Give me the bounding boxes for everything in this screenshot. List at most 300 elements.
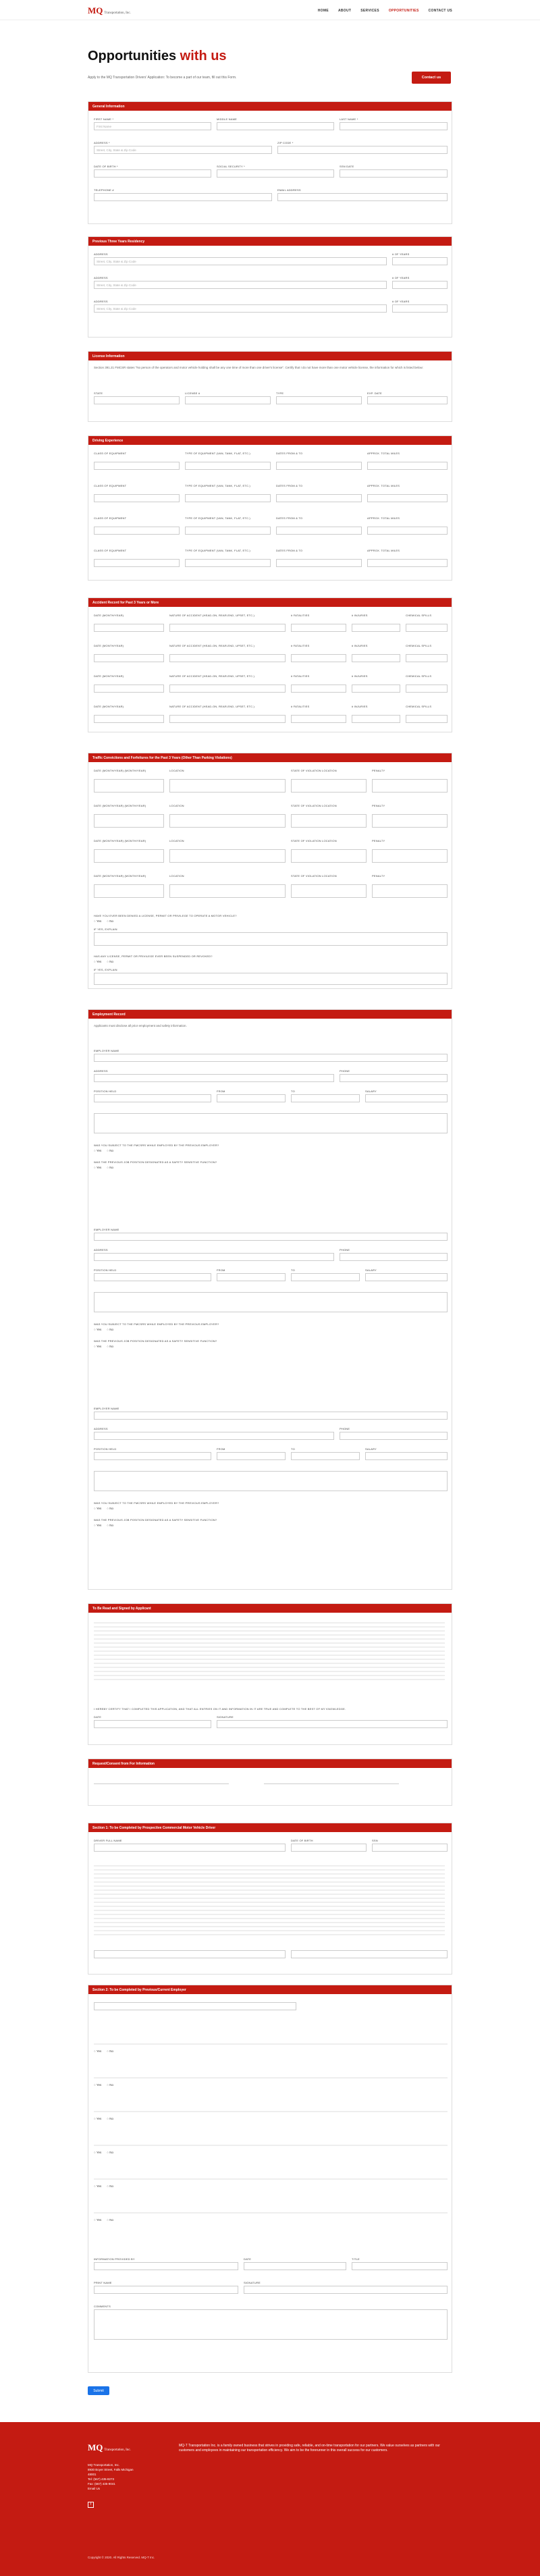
part2-applicant-input[interactable] xyxy=(94,2002,296,2010)
signature-input[interactable] xyxy=(217,1720,448,1728)
violation-input-r0-c2[interactable] xyxy=(291,779,367,793)
logo-suffix: Transportation, Inc. xyxy=(104,11,131,15)
accident-label-r2-c2: # FATALITIES xyxy=(291,674,310,678)
part2-no-3[interactable]: ○ No xyxy=(107,2151,113,2154)
driving-input-r2-c1[interactable] xyxy=(185,527,271,535)
violation-input-r1-c0[interactable] xyxy=(94,814,164,828)
driving-label-r3-c1: TYPE OF EQUIPMENT (VAN, TANK, FLAT, ETC.) xyxy=(185,549,250,552)
violation-label-r3-c1: LOCATION xyxy=(169,874,184,878)
suspended-no[interactable]: ○ No xyxy=(107,960,113,963)
employer-f3-label-2: SALARY xyxy=(365,1447,377,1451)
label-sign: SIGNATURE xyxy=(217,1715,234,1719)
violation-input-r3-c3[interactable] xyxy=(372,884,448,898)
nav-services[interactable]: SERVICES xyxy=(360,9,379,13)
employer-f1-input-2[interactable] xyxy=(217,1452,286,1460)
site-footer xyxy=(0,2422,540,2576)
violation-label-r3-c0: DATE (MONTH/YEAR) (MONTH/YEAR) xyxy=(94,874,146,878)
nav-contact[interactable]: CONTACT US xyxy=(428,9,452,13)
state-input[interactable] xyxy=(94,396,180,404)
employer-phone-label-0: PHONE xyxy=(340,1069,350,1073)
section-previous-title: Previous Three Years Residency xyxy=(88,237,452,246)
page-title xyxy=(88,49,227,64)
employer-f2-input-1[interactable] xyxy=(291,1273,360,1281)
accident-label-r0-c3: # INJURIES xyxy=(352,614,368,617)
driving-input-r1-c0[interactable] xyxy=(94,494,180,502)
driving-input-r0-c2[interactable] xyxy=(276,462,362,470)
accident-input-r2-c1[interactable] xyxy=(169,685,286,693)
employer-address-input-2[interactable] xyxy=(94,1432,334,1440)
employer-name-label-1: EMPLOYER NAME xyxy=(94,1228,119,1231)
label-middle-name: MIDDLE NAME xyxy=(217,117,237,121)
employer-phone-label-1: PHONE xyxy=(340,1248,350,1252)
section-violations-title: Traffic Convictions and Forfeitures for the Past 3 Years (Other Than Parking Violations) xyxy=(88,753,452,762)
footer-copyright: Copyright © 2020. All Rights Reserved. MQ-T Inc. xyxy=(88,2556,155,2559)
accident-label-r0-c0: DATE (MONTH/YEAR) xyxy=(94,614,124,617)
section-signature xyxy=(88,1603,452,1745)
part2-yes-0[interactable]: ○ Yes xyxy=(94,2049,101,2053)
label-part2-title: TITLE xyxy=(352,2257,360,2261)
violation-input-r2-c1[interactable] xyxy=(169,849,286,863)
denied-license-radio[interactable] xyxy=(94,919,113,923)
part2-radio-2[interactable] xyxy=(94,2117,113,2120)
prev-address-2[interactable]: Street, City, State & Zip Code xyxy=(94,281,387,289)
accident-input-r0-c0[interactable] xyxy=(94,624,164,632)
part1-signature-input[interactable] xyxy=(94,1950,286,1958)
employer-f2-label-1: TO xyxy=(291,1268,295,1272)
section-accidents xyxy=(88,597,452,732)
violation-label-r1-c0: DATE (MONTH/YEAR) (MONTH/YEAR) xyxy=(94,804,146,807)
driving-label-r0-c1: TYPE OF EQUIPMENT (VAN, TANK, FLAT, ETC.) xyxy=(185,452,250,455)
label-dob: DATE OF BIRTH * xyxy=(94,165,118,168)
employer-reason-input-1[interactable] xyxy=(94,1292,448,1312)
driving-input-r1-c2[interactable] xyxy=(276,494,362,502)
license-no-input[interactable] xyxy=(185,396,271,404)
driving-label-r0-c2: DATES FROM & TO xyxy=(276,452,303,455)
part2-question-0 xyxy=(94,2041,448,2047)
accident-label-r3-c4: CHEMICAL SPILLS xyxy=(406,705,432,708)
footer-zip: 48001 xyxy=(88,2473,97,2476)
accident-label-r1-c2: # FATALITIES xyxy=(291,644,310,647)
accident-input-r1-c0[interactable] xyxy=(94,654,164,662)
part2-radio-5[interactable] xyxy=(94,2218,113,2222)
violation-label-r3-c2: STATE OF VIOLATION LOCATION xyxy=(291,874,337,878)
violation-input-r3-c1[interactable] xyxy=(169,884,286,898)
license-note: Section 391.21 FMCSR states "No person of the operators and motor vehicle holding shall be any one time of more than one driver's license". Certify that I do not have more than one motor vehicle license, the information for which is listed below: xyxy=(94,366,424,369)
label-years-3: # OF YEARS xyxy=(392,300,410,303)
employer-q1-label-1: WAS YOU SUBJECT TO THE FMCSRS WHILE EMPLOYED BY THE PREVIOUS EMPLOYER? xyxy=(94,1322,219,1326)
accident-input-r0-c3[interactable] xyxy=(352,624,400,632)
driving-label-r3-c0: CLASS OF EQUIPMENT xyxy=(94,549,127,552)
employer-q2-radio-0[interactable] xyxy=(94,1166,113,1169)
employer-f2-input-0[interactable] xyxy=(291,1094,360,1102)
section-general xyxy=(88,101,452,224)
footer-email[interactable]: Email Us xyxy=(88,2487,101,2490)
employer-f0-label-2: POSITION HELD xyxy=(94,1447,117,1451)
employer-q2-yes-0[interactable]: ○ Yes xyxy=(94,1166,101,1169)
part1-dob-input[interactable] xyxy=(291,1844,367,1852)
ssn-input[interactable] xyxy=(217,169,334,178)
employer-q1-radio-0[interactable] xyxy=(94,1149,113,1152)
accident-input-r1-c2[interactable] xyxy=(291,654,346,662)
violation-label-r2-c0: DATE (MONTH/YEAR) (MONTH/YEAR) xyxy=(94,839,146,842)
label-part1-ssn: SSN xyxy=(372,1839,378,1842)
denied-yes[interactable]: ○ Yes xyxy=(94,919,101,923)
print-name-input[interactable] xyxy=(94,2286,238,2294)
violation-label-r1-c2: STATE OF VIOLATION LOCATION xyxy=(291,804,337,807)
address-input[interactable]: Street, City, State & Zip Code xyxy=(94,146,272,154)
accident-label-r0-c4: CHEMICAL SPILLS xyxy=(406,614,432,617)
employer-f0-input-0[interactable] xyxy=(94,1094,211,1102)
driving-input-r2-c2[interactable] xyxy=(276,527,362,535)
employer-f3-input-0[interactable] xyxy=(365,1094,448,1102)
accident-label-r1-c4: CHEMICAL SPILLS xyxy=(406,644,432,647)
denied-no[interactable]: ○ No xyxy=(107,919,113,923)
part2-no-0[interactable]: ○ No xyxy=(107,2049,113,2053)
employer-q2-no-2[interactable]: ○ No xyxy=(107,1524,113,1527)
accident-label-r2-c0: DATE (MONTH/YEAR) xyxy=(94,674,124,678)
employer-phone-label-2: PHONE xyxy=(340,1427,350,1430)
label-driver-name: DRIVER FULL NAME xyxy=(94,1839,122,1842)
employer-reason-input-2[interactable] xyxy=(94,1471,448,1491)
accident-input-r3-c2[interactable] xyxy=(291,715,346,723)
employer-q2-label-2: WAS THE PREVIOUS JOB POSITION DESIGNATED AS A SAFETY SENSITIVE FUNCTION? xyxy=(94,1518,217,1522)
employer-q1-radio-1[interactable] xyxy=(94,1328,113,1331)
driving-label-r2-c2: DATES FROM & TO xyxy=(276,516,303,520)
employer-f2-input-2[interactable] xyxy=(291,1452,360,1460)
label-first-name: FIRST NAME * xyxy=(94,117,114,121)
accident-input-r1-c4[interactable] xyxy=(406,654,448,662)
employer-f1-input-1[interactable] xyxy=(217,1273,286,1281)
label-state: STATE xyxy=(94,392,103,395)
employer-q1-no-0[interactable]: ○ No xyxy=(107,1149,113,1152)
driver-name-input[interactable] xyxy=(94,1844,286,1852)
label-prev-address-1: ADDRESS xyxy=(94,252,108,256)
part1-date-input[interactable] xyxy=(291,1950,448,1958)
employer-f1-label-0: FROM xyxy=(217,1090,225,1093)
page-intro: Apply to the MQ Transportation Drivers' Application: To become a part of our team, fill out this Form. xyxy=(88,76,237,80)
employer-q1-radio-2[interactable] xyxy=(94,1507,113,1510)
part2-question-3 xyxy=(94,2143,448,2148)
nav-opportunities[interactable]: OPPORTUNITIES xyxy=(388,9,419,13)
accident-input-r3-c1[interactable] xyxy=(169,715,286,723)
label-address: ADDRESS * xyxy=(94,141,110,144)
part2-yes-4[interactable]: ○ Yes xyxy=(94,2184,101,2188)
comments-input[interactable] xyxy=(94,2309,448,2340)
accident-input-r3-c3[interactable] xyxy=(352,715,400,723)
violation-input-r0-c1[interactable] xyxy=(169,779,286,793)
driving-input-r0-c1[interactable] xyxy=(185,462,271,470)
employer-f0-label-1: POSITION HELD xyxy=(94,1268,117,1272)
label-part2-date: DATE xyxy=(244,2257,252,2261)
violation-input-r1-c1[interactable] xyxy=(169,814,286,828)
label-exp: EXP. DATE xyxy=(367,392,382,395)
terms-text xyxy=(94,1619,445,1680)
employer-f0-input-2[interactable] xyxy=(94,1452,211,1460)
driving-input-r3-c0[interactable] xyxy=(94,559,180,567)
employer-f1-label-2: FROM xyxy=(217,1447,225,1451)
violation-input-r0-c3[interactable] xyxy=(372,779,448,793)
employer-phone-input-0[interactable] xyxy=(340,1074,448,1082)
main-nav xyxy=(318,9,452,13)
telephone-input[interactable] xyxy=(94,193,272,201)
part1-terms xyxy=(94,1862,445,1937)
part2-date-input[interactable] xyxy=(244,2262,346,2270)
employer-name-label-2: EMPLOYER NAME xyxy=(94,1407,119,1410)
certify-checkbox-label[interactable]: I HEREBY CERTIFY THAT I COMPLETED THIS APPLICATION, AND THAT ALL ENTRIES ON IT AND INFORMATION IN IT ARE TRUE AND COMPLETE TO THE BEST OF MY KNOWLEDGE. xyxy=(94,1707,346,1711)
section-part2-title: Section 2: To be Completed by Previous/Current Employer xyxy=(88,1985,452,1994)
part2-radio-3[interactable] xyxy=(94,2151,113,2154)
employer-address-input-1[interactable] xyxy=(94,1253,334,1261)
part2-no-4[interactable]: ○ No xyxy=(107,2184,113,2188)
part2-radio-1[interactable] xyxy=(94,2083,113,2087)
driving-label-r1-c3: APPROX. TOTAL MILES xyxy=(367,484,400,487)
employer-f2-label-0: TO xyxy=(291,1090,295,1093)
q-suspended: HAS ANY LICENSE, PERMIT OR PRIVILEGE EVER BEEN SUSPENDED OR REVOKED? xyxy=(94,955,213,958)
years-1[interactable] xyxy=(392,257,448,265)
logo-mark: MQ xyxy=(88,5,103,16)
label-comments: COMMENTS xyxy=(94,2305,111,2308)
accident-input-r2-c0[interactable] xyxy=(94,685,164,693)
label-info-by: INFORMATION PROVIDED BY xyxy=(94,2257,135,2261)
footer-street: 8930 Boyer Street, Falls Michigan xyxy=(88,2468,134,2471)
label-email: EMAIL ADDRESS xyxy=(277,188,301,192)
driving-input-r0-c0[interactable] xyxy=(94,462,180,470)
violation-label-r3-c3: PENALTY xyxy=(372,874,385,878)
accident-input-r0-c2[interactable] xyxy=(291,624,346,632)
type-input[interactable] xyxy=(276,396,362,404)
employer-q1-yes-2[interactable]: ○ Yes xyxy=(94,1507,101,1510)
label-license-no: LICENSE # xyxy=(185,392,200,395)
years-2[interactable] xyxy=(392,281,448,289)
accident-input-r2-c2[interactable] xyxy=(291,685,346,693)
label-last-name: LAST NAME * xyxy=(340,117,358,121)
violation-input-r3-c2[interactable] xyxy=(291,884,367,898)
employer-name-input-0[interactable] xyxy=(94,1054,448,1062)
part2-question-5 xyxy=(94,2210,448,2216)
label-years-2: # OF YEARS xyxy=(392,276,410,279)
facebook-icon[interactable]: f xyxy=(88,2502,94,2508)
employer-q2-radio-1[interactable] xyxy=(94,1345,113,1348)
label-telephone: TELEPHONE # xyxy=(94,188,114,192)
violation-input-r2-c0[interactable] xyxy=(94,849,164,863)
label-part1-dob: DATE OF BIRTH xyxy=(291,1839,313,1842)
footer-company: MQ Transportation, Inc. xyxy=(88,2463,120,2467)
suspended-yes[interactable]: ○ Yes xyxy=(94,960,101,963)
accident-label-r3-c1: NATURE OF ACCIDENT (HEAD-ON, REAR-END, UPSET, ETC.) xyxy=(169,705,255,708)
driving-label-r1-c1: TYPE OF EQUIPMENT (VAN, TANK, FLAT, ETC.) xyxy=(185,484,250,487)
violation-input-r1-c2[interactable] xyxy=(291,814,367,828)
section-employment-title: Employment Record xyxy=(88,1010,452,1019)
employer-name-input-2[interactable] xyxy=(94,1412,448,1420)
violation-input-r2-c2[interactable] xyxy=(291,849,367,863)
nav-about[interactable]: ABOUT xyxy=(338,9,352,13)
section-driving xyxy=(88,435,452,581)
employer-q2-label-1: WAS THE PREVIOUS JOB POSITION DESIGNATED AS A SAFETY SENSITIVE FUNCTION? xyxy=(94,1339,217,1343)
violation-input-r2-c3[interactable] xyxy=(372,849,448,863)
driving-label-r1-c0: CLASS OF EQUIPMENT xyxy=(94,484,127,487)
employer-q2-yes-1[interactable]: ○ Yes xyxy=(94,1345,101,1348)
prev-address-1[interactable]: Street, City, State & Zip Code xyxy=(94,257,387,265)
driving-input-r1-c3[interactable] xyxy=(367,494,448,502)
label-print-name: PRINT NAME xyxy=(94,2281,112,2284)
employer-q1-yes-1[interactable]: ○ Yes xyxy=(94,1328,101,1331)
part2-radio-4[interactable] xyxy=(94,2184,113,2188)
violation-label-r2-c3: PENALTY xyxy=(372,839,385,842)
label-part2-signature: SIGNATURE xyxy=(244,2281,261,2284)
part2-question-4 xyxy=(94,2176,448,2182)
employer-name-input-1[interactable] xyxy=(94,1233,448,1241)
explain-2-input[interactable] xyxy=(94,973,448,985)
violation-label-r0-c0: DATE (MONTH/YEAR) (MONTH/YEAR) xyxy=(94,769,146,772)
prev-address-3[interactable]: Street, City, State & Zip Code xyxy=(94,304,387,313)
footer-logo-mark: MQ xyxy=(88,2442,103,2452)
part1-ssn-input[interactable] xyxy=(372,1844,448,1852)
site-logo[interactable] xyxy=(88,5,131,16)
employer-address-label-1: ADDRESS xyxy=(94,1248,108,1252)
employer-reason-input-0[interactable] xyxy=(94,1113,448,1133)
last-name-input[interactable] xyxy=(340,122,448,130)
section-violations xyxy=(88,753,452,989)
first-name-input[interactable]: First Name xyxy=(94,122,211,130)
section-consent-title: Request/Consent from For Information xyxy=(88,1759,452,1768)
q-denied-license: HAVE YOU EVER BEEN DENIED A LICENSE, PERMIT OR PRIVILEGE TO OPERATE A MOTOR VEHICLE? xyxy=(94,914,237,917)
part2-yes-5[interactable]: ○ Yes xyxy=(94,2218,101,2222)
part2-title-input[interactable] xyxy=(352,2262,448,2270)
exp-input[interactable] xyxy=(367,396,448,404)
part2-no-1[interactable]: ○ No xyxy=(107,2083,113,2087)
section-signature-title: To Be Read and Signed by Applicant xyxy=(88,1604,452,1613)
part2-yes-1[interactable]: ○ Yes xyxy=(94,2083,101,2087)
driving-input-r1-c1[interactable] xyxy=(185,494,271,502)
label-sign-date: DATE xyxy=(94,1715,102,1719)
driving-label-r0-c3: APPROX. TOTAL MILES xyxy=(367,452,400,455)
section-part2 xyxy=(88,1985,452,2373)
violation-label-r2-c1: LOCATION xyxy=(169,839,184,842)
email-input[interactable] xyxy=(277,193,448,201)
employer-f2-label-2: TO xyxy=(291,1447,295,1451)
driving-input-r3-c2[interactable] xyxy=(276,559,362,567)
driving-input-r2-c3[interactable] xyxy=(367,527,448,535)
accident-label-r0-c1: NATURE OF ACCIDENT (HEAD-ON, REAR-END, UPSET, ETC.) xyxy=(169,614,255,617)
employer-address-label-2: ADDRESS xyxy=(94,1427,108,1430)
section-license-title: License Information xyxy=(88,352,452,360)
employer-phone-input-1[interactable] xyxy=(340,1253,448,1261)
employer-q2-no-0[interactable]: ○ No xyxy=(107,1166,113,1169)
part2-signature-input[interactable] xyxy=(244,2286,448,2294)
employment-note: Applicants must disclose all prior employment and safety information. xyxy=(94,1024,187,1027)
accident-input-r2-c3[interactable] xyxy=(352,685,400,693)
info-by-input[interactable] xyxy=(94,2262,238,2270)
footer-fax: Fax: (567) 435-9041 xyxy=(88,2482,115,2486)
part2-no-5[interactable]: ○ No xyxy=(107,2218,113,2222)
accident-label-r1-c3: # INJURIES xyxy=(352,644,368,647)
section-part1-title: Section 1: To be Completed by Prospective Commercial Motor Vehicle Driver xyxy=(88,1823,452,1832)
employer-q1-no-1[interactable]: ○ No xyxy=(107,1328,113,1331)
employer-address-label-0: ADDRESS xyxy=(94,1069,108,1073)
employer-f3-input-1[interactable] xyxy=(365,1273,448,1281)
footer-address xyxy=(88,2463,134,2491)
driving-label-r2-c3: APPROX. TOTAL MILES xyxy=(367,516,400,520)
suspended-radio[interactable] xyxy=(94,960,113,963)
section-part1 xyxy=(88,1823,452,1975)
section-consent xyxy=(88,1759,452,1806)
sign-date-input[interactable] xyxy=(94,1720,211,1728)
accident-input-r0-c4[interactable] xyxy=(406,624,448,632)
employer-f3-label-1: SALARY xyxy=(365,1268,377,1272)
employer-q1-yes-0[interactable]: ○ Yes xyxy=(94,1149,101,1152)
accident-input-r0-c1[interactable] xyxy=(169,624,286,632)
violation-label-r0-c3: PENALTY xyxy=(372,769,385,772)
label-zip: ZIP CODE * xyxy=(277,141,294,144)
employer-q2-radio-2[interactable] xyxy=(94,1524,113,1527)
label-explain-2: IF YES, EXPLAIN xyxy=(94,968,117,971)
ssn-date-input[interactable] xyxy=(340,169,448,178)
accident-input-r3-c0[interactable] xyxy=(94,715,164,723)
employer-q1-no-2[interactable]: ○ No xyxy=(107,1507,113,1510)
violation-label-r1-c1: LOCATION xyxy=(169,804,184,807)
part2-yes-2[interactable]: ○ Yes xyxy=(94,2117,101,2120)
label-prev-address-3: ADDRESS xyxy=(94,300,108,303)
violation-input-r1-c3[interactable] xyxy=(372,814,448,828)
consent-company-input[interactable] xyxy=(94,1776,229,1784)
employer-f1-input-0[interactable] xyxy=(217,1094,286,1102)
accident-input-r1-c1[interactable] xyxy=(169,654,286,662)
years-3[interactable] xyxy=(392,304,448,313)
section-previous-residency xyxy=(88,236,452,338)
consent-employment-input[interactable] xyxy=(264,1776,399,1784)
employer-q2-no-1[interactable]: ○ No xyxy=(107,1345,113,1348)
accident-input-r1-c3[interactable] xyxy=(352,654,400,662)
part2-radio-0[interactable] xyxy=(94,2049,113,2053)
driving-input-r3-c3[interactable] xyxy=(367,559,448,567)
driving-label-r0-c0: CLASS OF EQUIPMENT xyxy=(94,452,127,455)
employer-f0-input-1[interactable] xyxy=(94,1273,211,1281)
employer-f3-input-2[interactable] xyxy=(365,1452,448,1460)
label-explain-1: IF YES, EXPLAIN xyxy=(94,928,117,931)
violation-input-r3-c0[interactable] xyxy=(94,884,164,898)
submit-button[interactable]: Submit xyxy=(88,2386,109,2395)
violation-input-r0-c0[interactable] xyxy=(94,779,164,793)
accident-label-r3-c2: # FATALITIES xyxy=(291,705,310,708)
employer-address-input-0[interactable] xyxy=(94,1074,334,1082)
violation-label-r0-c2: STATE OF VIOLATION LOCATION xyxy=(291,769,337,772)
dob-input[interactable] xyxy=(94,169,211,178)
section-general-title: General Information xyxy=(88,102,452,111)
accident-input-r2-c4[interactable] xyxy=(406,685,448,693)
driving-input-r3-c1[interactable] xyxy=(185,559,271,567)
employer-q2-label-0: WAS THE PREVIOUS JOB POSITION DESIGNATED AS A SAFETY SENSITIVE FUNCTION? xyxy=(94,1160,217,1164)
violation-label-r1-c3: PENALTY xyxy=(372,804,385,807)
zip-input[interactable] xyxy=(277,146,448,154)
section-driving-title: Driving Experience xyxy=(88,436,452,445)
accident-input-r3-c4[interactable] xyxy=(406,715,448,723)
contact-button[interactable]: Contact us xyxy=(412,72,451,84)
explain-1-input[interactable] xyxy=(94,932,448,946)
employer-q2-yes-2[interactable]: ○ Yes xyxy=(94,1524,101,1527)
accident-label-r3-c0: DATE (MONTH/YEAR) xyxy=(94,705,124,708)
driving-input-r0-c3[interactable] xyxy=(367,462,448,470)
label-ssn-date: SSN DATE xyxy=(340,165,354,168)
middle-name-input[interactable] xyxy=(217,122,334,130)
part2-no-2[interactable]: ○ No xyxy=(107,2117,113,2120)
footer-about: MQ-T Transportation Inc. is a family owned business that strives in providing safe, reliable, and on-time transportation for our partners. We value ourselves as partners with our customers and employees in maintaining our transportation efficiency. We aim to be the forerunner in this overall success for our customers. xyxy=(179,2444,440,2452)
driving-input-r2-c0[interactable] xyxy=(94,527,180,535)
part2-yes-3[interactable]: ○ Yes xyxy=(94,2151,101,2154)
section-employment xyxy=(88,1009,452,1590)
employer-phone-input-2[interactable] xyxy=(340,1432,448,1440)
footer-logo[interactable] xyxy=(88,2442,131,2453)
nav-home[interactable]: HOME xyxy=(317,9,329,13)
